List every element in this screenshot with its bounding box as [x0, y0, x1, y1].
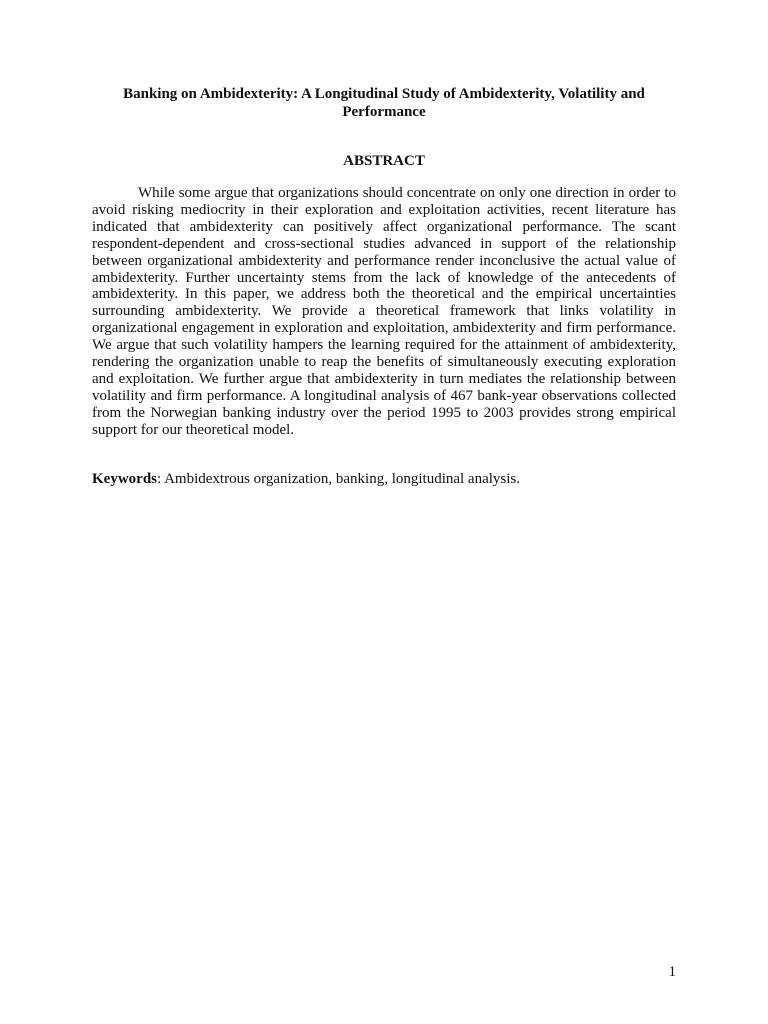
abstract-heading: ABSTRACT — [343, 153, 425, 169]
page-number: 1 — [668, 964, 676, 980]
keywords-label: Keywords — [92, 471, 157, 487]
keywords-text: : Ambidextrous organization, banking, longitudinal analysis. — [157, 471, 521, 487]
paper-title: Banking on Ambidexterity: A Longitudinal Study of Ambidexterity, Volatility and Performance — [123, 86, 645, 120]
abstract-body: While some argue that organizations should concentrate on only one direction in order to avoid risking mediocrity in their exploration and exploitation activities, recent literature has indicated that ambidexterity can positively affect organizational performance. The scant respondent-dependent and cross-sectional studies advanced in support of the relationship between organizational ambidexterity and performance render inconclusive the actual value of ambidexterity. Further uncertainty stems from the lack of knowledge of the antecedents of ambidexterity. In this paper, we address both the theoretical and the empirical uncertainties surrounding ambidexterity. We provide a theoretical framework that links volatility in organizational engagement in exploration and exploitation, ambidexterity and firm performance. We argue that such volatility hampers the learning required for the attainment of ambidexterity, rendering the organization unable to reap the benefits of simultaneously executing exploration and exploitation. We further argue that ambidexterity in turn mediates the relationship between volatility and firm performance. A longitudinal analysis of 467 bank-year observations collected from the Norwegian banking industry over the period 1995 to 2003 provides strong empirical support for our theoretical model. — [92, 185, 676, 438]
keywords-line — [92, 470, 676, 488]
